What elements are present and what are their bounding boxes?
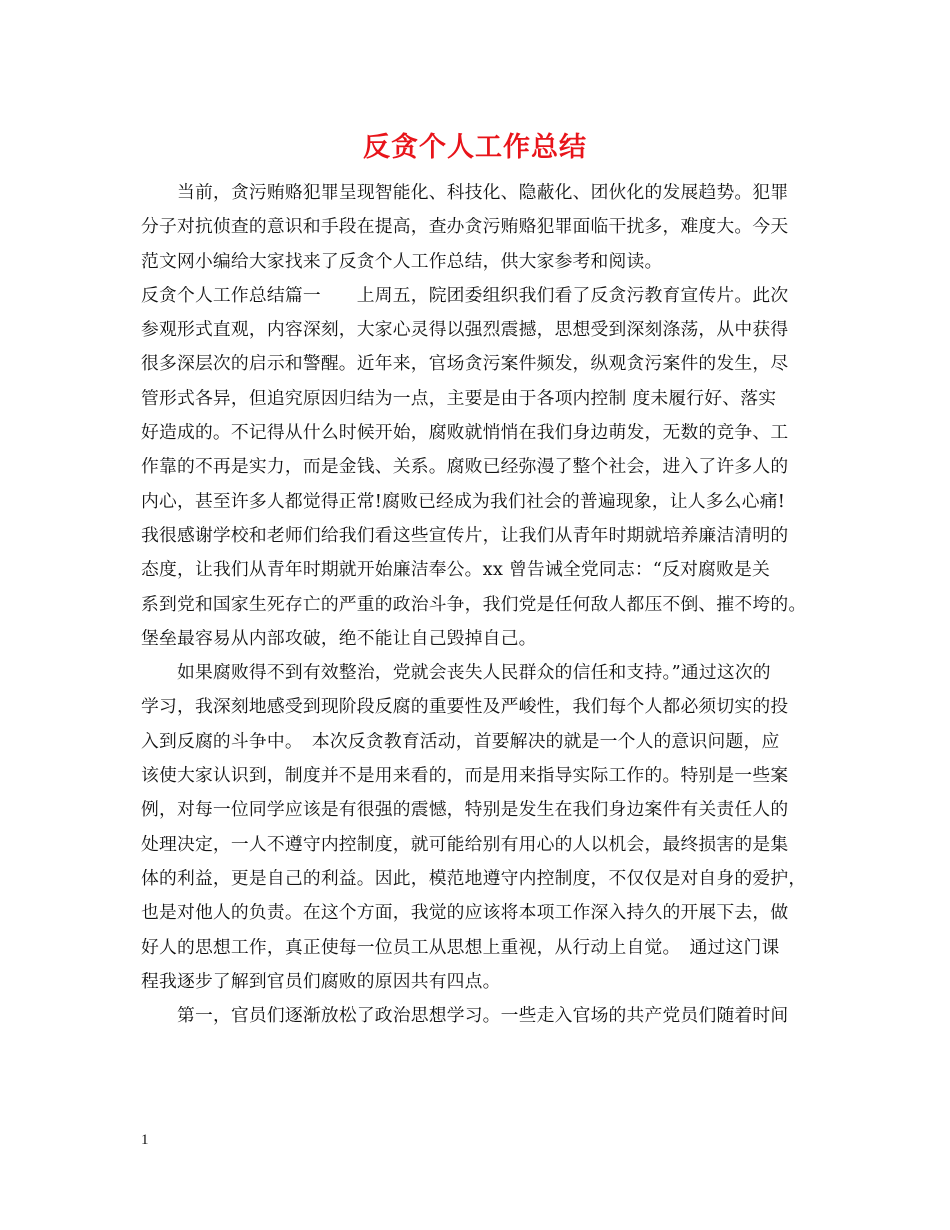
text-line: 作靠的不再是实力，而是金钱、关系。腐败已经弥漫了整个社会，进入了许多人的 bbox=[141, 456, 789, 478]
text-line: 内心，甚至许多人都觉得正常!腐败已经成为我们社会的普遍现象，让人多么心痛! bbox=[141, 490, 786, 512]
text-line: 体的利益，更是自己的利益。因此，模范地遵守内控制度，不仅仅是对自身的爱护， bbox=[141, 867, 807, 889]
page-number: 1 bbox=[141, 1132, 149, 1148]
text-line: 分子对抗侦查的意识和手段在提高，查办贪污贿赂犯罪面临干扰多，难度大。今天 bbox=[141, 216, 789, 238]
text-line: 处理决定，一人不遵守内控制度，就可能给别有用心的人以机会，最终损害的是集 bbox=[141, 833, 789, 855]
text-line: 学习，我深刻地感受到现阶段反腐的重要性及严峻性，我们每个人都必须切实的投 bbox=[141, 696, 789, 718]
text-line: 我很感谢学校和老师们给我们看这些宣传片，让我们从青年时期就培养廉洁清明的 bbox=[141, 524, 789, 546]
text-line: 很多深层次的启示和警醒。近年来，官场贪污案件频发，纵观贪污案件的发生，尽 bbox=[141, 353, 789, 375]
text-line: 好造成的。不记得从什么时候开始，腐败就悄悄在我们身边萌发，无数的竞争、工 bbox=[141, 422, 789, 444]
text-line: 例，对每一位同学应该是有很强的震憾，特别是发生在我们身边案件有关责任人的 bbox=[141, 799, 789, 821]
text-line: 程我逐步了解到官员们腐败的原因共有四点。 bbox=[141, 970, 501, 992]
text-line: 堡垒最容易从内部攻破，绝不能让自己毁掉自己。 bbox=[141, 627, 537, 649]
text-line: 该使大家认识到，制度并不是用来看的，而是用来指导实际工作的。特别是一些案 bbox=[141, 765, 789, 787]
text-line: 好人的思想工作，真正使每一位员工从思想上重视，从行动上自觉。 通过这门课 bbox=[141, 936, 780, 958]
text-line: 入到反腐的斗争中。 本次反贪教育活动，首要解决的就是一个人的意识问题，应 bbox=[141, 730, 780, 752]
text-line: 第一，官员们逐渐放松了政治思想学习。一些走入官场的共产党员们随着时间 bbox=[177, 1005, 789, 1027]
text-line: 系到党和国家生死存亡的严重的政治斗争，我们党是任何敌人都压不倒、摧不垮的。 bbox=[141, 593, 807, 615]
text-line: 当前，贪污贿赂犯罪呈现智能化、科技化、隐蔽化、团伙化的发展趋势。犯罪 bbox=[177, 182, 789, 203]
document-body bbox=[141, 176, 816, 1033]
text-line: 也是对他人的负责。在这个方面，我觉的应该将本项工作深入持久的开展下去，做 bbox=[141, 902, 789, 924]
document-title: 反贪个人工作总结 bbox=[363, 132, 587, 163]
text-line: 反贪个人工作总结篇一 上周五，院团委组织我们看了反贪污教育宣传片。此次 bbox=[141, 284, 789, 306]
text-line: 如果腐败得不到有效整治，党就会丧失人民群众的信任和支持。”通过这次的 bbox=[177, 662, 771, 684]
text-line: 范文网小编给大家找来了反贪个人工作总结，供大家参考和阅读。 bbox=[141, 250, 663, 272]
text-line: 参观形式直观，内容深刻，大家心灵得以强烈震撼，思想受到深刻涤荡，从中获得 bbox=[141, 319, 789, 341]
text-line: 管形式各异，但追究原因归结为一点，主要是由于各项内控制 度未履行好、落实 bbox=[141, 387, 777, 409]
text-line: 态度，让我们从青年时期就开始廉洁奉公。xx 曾告诫全党同志：“反对腐败是关 bbox=[141, 559, 770, 581]
